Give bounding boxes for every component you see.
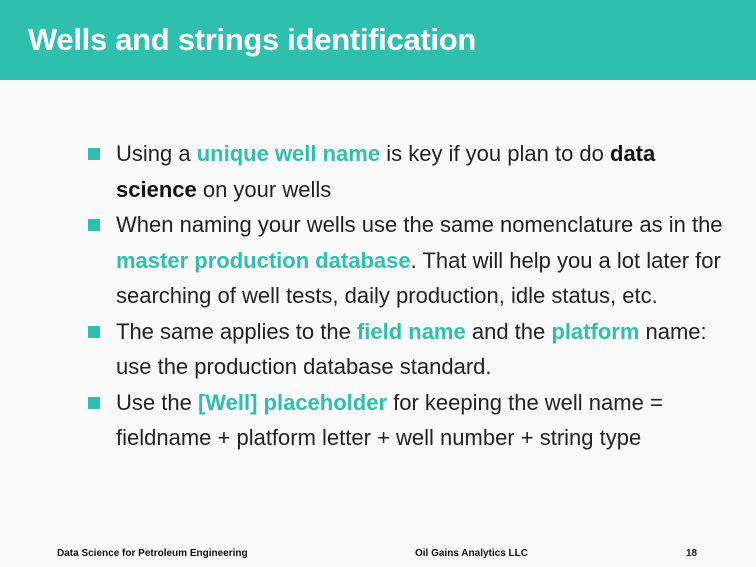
bullet-item bbox=[88, 207, 728, 314]
highlighted-term: platform bbox=[551, 318, 640, 344]
bullet-text-segment: The same applies to the bbox=[116, 318, 357, 344]
footer-company-name: Oil Gains Analytics LLC bbox=[415, 548, 528, 559]
bullet-text-segment: name: use the production database standard. bbox=[116, 318, 707, 379]
highlighted-term: field name bbox=[356, 318, 466, 344]
slide-title: Wells and strings identification bbox=[28, 22, 476, 57]
highlighted-term: unique well name bbox=[196, 141, 381, 166]
bullet-text-segment: . That will help you a lot later for searching of well tests, daily production, idle status, etc. bbox=[116, 247, 721, 308]
bullet-text-segment: and the bbox=[465, 318, 552, 344]
bullet-text-segment: on your wells bbox=[196, 176, 332, 202]
footer-course-title: Data Science for Petroleum Engineering bbox=[57, 548, 248, 559]
bullet-text-segment: is key if you plan to do bbox=[380, 141, 610, 166]
square-bullet-icon bbox=[88, 219, 100, 231]
title-bar bbox=[0, 0, 756, 80]
bullet-item bbox=[88, 136, 728, 207]
bullet-text-segment: Use the bbox=[116, 389, 198, 415]
square-bullet-icon bbox=[88, 397, 100, 409]
highlighted-term: [Well] placeholder bbox=[197, 389, 388, 415]
square-bullet-icon bbox=[88, 326, 100, 338]
bullet-text-segment: Using a bbox=[116, 141, 197, 166]
page-number: 18 bbox=[686, 548, 698, 559]
bullet-item bbox=[88, 385, 728, 456]
highlighted-term: master production database bbox=[116, 247, 411, 273]
bullet-text-segment: for keeping the well name = fieldname + platform letter + well number + string type bbox=[116, 389, 663, 450]
square-bullet-icon bbox=[88, 148, 100, 160]
bullet-list bbox=[88, 136, 728, 456]
bold-term: data science bbox=[116, 141, 656, 202]
bullet-text-segment: When naming your wells use the same nomenclature as in the bbox=[116, 212, 723, 237]
bullet-item bbox=[88, 314, 728, 385]
